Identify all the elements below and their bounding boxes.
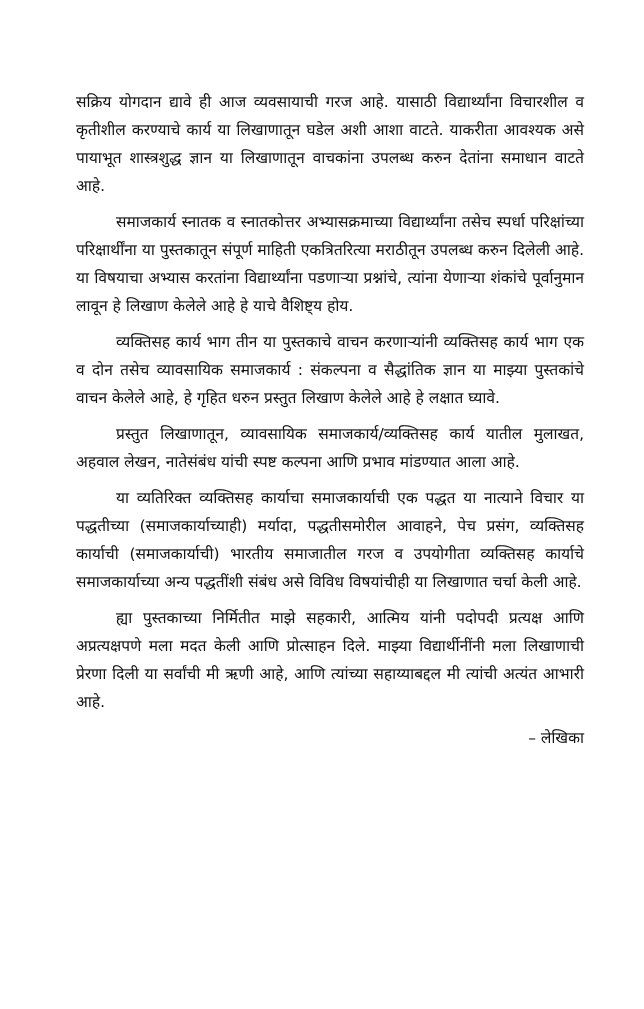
- document-page: [76, 88, 584, 752]
- paragraph-1: सक्रिय योगदान द्यावे ही आज व्यवसायाची गरज आहे. यासाठी विद्यार्थ्यांना विचारशील व कृतीशील करण्याचे कार्य या लिखाणातून घडेल अशी आशा वाटते. याकरीता आवश्यक असे पायाभूत शास्त्रशुद्ध ज्ञान या लिखाणातून वाचकांना उपलब्ध करुन देतांना समाधान वाटते आहे.: [76, 93, 584, 195]
- paragraph-5: या व्यतिरिक्त व्यक्तिसह कार्याचा समाजकार्याची एक पद्धत या नात्याने विचार या पद्धतीच्या (समाजकार्याच्याही) मर्यादा, पद्धतीसमोरील आवाहने, पेच प्रसंग, व्यक्तिसह कार्याची (समाजकार्याची) भारतीय समाजातील गरज व उपयोगीता व्यक्तिसह कार्याचे समाजकार्याच्या अन्य पद्धतींशी संबंध असे विविध विषयांचीही या लिखाणात चर्चा केली आहे.: [76, 489, 584, 591]
- paragraph-6: ह्या पुस्तकाच्या निर्मितीत माझे सहकारी, आत्मिय यांनी पदोपदी प्रत्यक्ष आणि अप्रत्यक्षपणे मला मदत केली आणि प्रोत्साहन दिले. माझ्या विद्यार्थीनींनी मला लिखाणाची प्रेरणा दिली या सर्वांची मी ऋणी आहे, आणि त्यांच्या सहाय्याबद्दल मी त्यांची अत्यंत आभारी आहे.: [76, 609, 584, 711]
- paragraph-2: समाजकार्य स्नातक व स्नातकोत्तर अभ्यासक्रमाच्या विद्यार्थ्यांना तसेच स्पर्धा परिक्षांच्या परिक्षार्थींना या पुस्तकातून संपूर्ण माहिती एकत्रितरित्या मराठीतून उपलब्ध करुन दिलेली आहे. या विषयाचा अभ्यास करतांना विद्यार्थ्यांना पडणाऱ्या प्रश्नांचे, त्यांना येणाऱ्या शंकांचे पूर्वानुमान लावून हे लिखाण केलेले आहे हे याचे वैशिष्ट्य होय.: [76, 213, 584, 315]
- paragraph-4: प्रस्तुत लिखाणातून, व्यावसायिक समाजकार्य/व्यक्तिसह कार्य यातील मुलाखत, अहवाल लेखन, नातेसंबंध यांची स्पष्ट कल्पना आणि प्रभाव मांडण्यात आला आहे.: [76, 425, 584, 471]
- author-signature: – लेखिका: [528, 729, 584, 747]
- paragraph-3: व्यक्तिसह कार्य भाग तीन या पुस्तकाचे वाचन करणाऱ्यांनी व्यक्तिसह कार्य भाग एक व दोन तसेच व्यावसायिक समाजकार्य : संकल्पना व सैद्धांतिक ज्ञान या माझ्या पुस्तकांचे वाचन केलेले आहे, हे गृहित धरुन प्रस्तुत लिखाण केलेले आहे हे लक्षात घ्यावे.: [76, 333, 584, 407]
